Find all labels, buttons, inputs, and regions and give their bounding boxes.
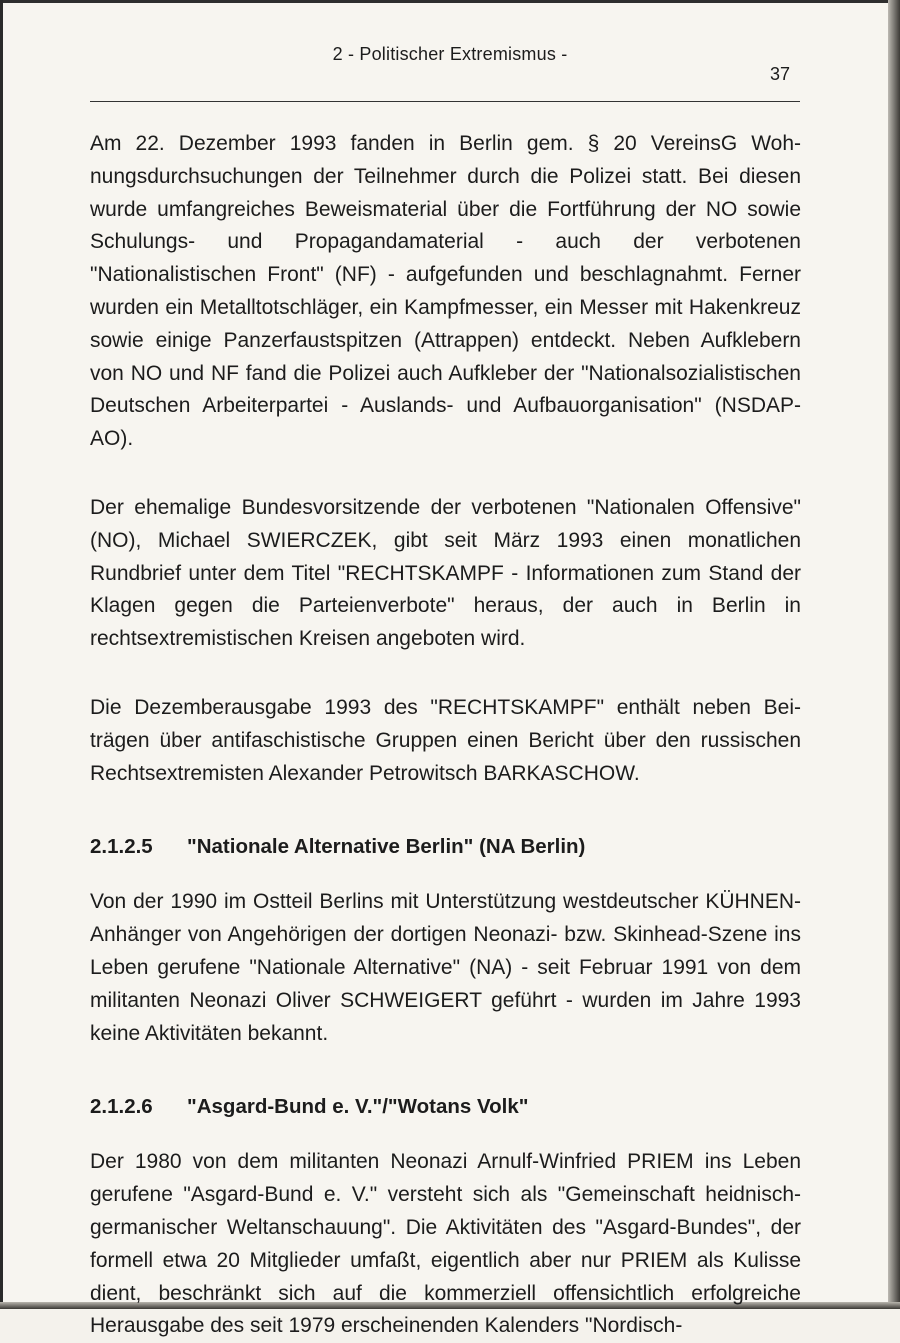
paragraph-asgard-bund: Der 1980 von dem militanten Neonazi Arnulf-Winfried PRIEM ins Leben gerufene "Asgard-Bund e. V." versteht sich als "Gemeinschaft heidnisch-germanischer Weltanschauung". Die Aktivitäten des "Asgard-Bundes", der formell etwa 20 Mitglieder umfaßt, eigentlich aber nur PRIEM als Kulisse dient, beschränkt sich auf die kommerziell offensichtlich erfolgreiche Herausgabe des seit 1979 erscheinenden Kalenders "Nordisch- <box>90 1150 801 1338</box>
section-title-2126: "Asgard-Bund e. V."/"Wotans Volk" <box>187 1095 529 1119</box>
section-number-2126: 2.1.2.6 <box>90 1095 153 1119</box>
paragraph-house-searches: Am 22. Dezember 1993 fanden in Berlin gem. § 20 VereinsG Wohnungsdurchsuchungen der Teilnehmer durch die Polizei statt. Bei diesen wurde umfangreiches Beweismaterial über die Fortführung der NO sowie Schulungs- und Propagandamaterial - auch der verbotenen "Nationalistischen Front" (NF) - aufgefunden und beschlagnahmt. Ferner wurden ein Metalltotschläger, ein Kampfmesser, ein Messer mit Hakenkreuz sowie einige Panzerfaustspitzen (Attrappen) entdeckt. Neben Aufklebern von NO und NF fand die Polizei auch Aufkleber der "Nationalsozialistischen Deutschen Arbeiterpartei - Auslands- und Aufbauorganisation" (NSDAP-AO). <box>90 132 801 451</box>
running-head: 2 - Politischer Extremismus - <box>332 44 568 64</box>
section-title-2125: "Nationale Alternative Berlin" (NA Berlin) <box>187 835 586 859</box>
page-number: 37 <box>770 64 791 84</box>
section-heading-2126 <box>90 1092 801 1122</box>
scan-edge-left <box>0 0 3 1309</box>
header-rule <box>90 101 800 102</box>
section-heading-2125 <box>90 832 801 862</box>
scan-edge-top <box>0 0 900 3</box>
paragraph-december-issue: Die Dezemberausgabe 1993 des "RECHTSKAMPF" enthält neben Beiträgen über antifaschistische Gruppen einen Bericht über den russischen Rechtsextremisten Alexander Petrowitsch BARKASCHOW. <box>90 695 801 785</box>
section-number-2125: 2.1.2.5 <box>90 835 153 859</box>
paragraph-na-berlin: Von der 1990 im Ostteil Berlins mit Unterstützung westdeutscher KÜHNEN-Anhänger von Angehörigen der dortigen Neonazi- bzw. Skinhead-Szene ins Leben gerufene "Nationale Alternative" (NA) - seit Februar 1991 von dem militanten Neonazi Oliver SCHWEIGERT geführt - wurden im Jahre 1993 keine Aktivitäten bekannt. <box>90 890 801 1045</box>
page-body <box>90 128 801 1343</box>
scan-edge-right <box>888 0 900 1309</box>
paragraph-rechtskampf-newsletter: Der ehemalige Bundesvorsitzende der verbotenen "Nationalen Offensive" (NO), Michael SWIERCZEK, gibt seit März 1993 einen monatlichen Rundbrief unter dem Titel "RECHTSKAMPF - Informationen zum Stand der Klagen gegen die Parteienverbote" heraus, der auch in Berlin in rechtsextremistischen Kreisen angeboten wird. <box>90 495 801 651</box>
